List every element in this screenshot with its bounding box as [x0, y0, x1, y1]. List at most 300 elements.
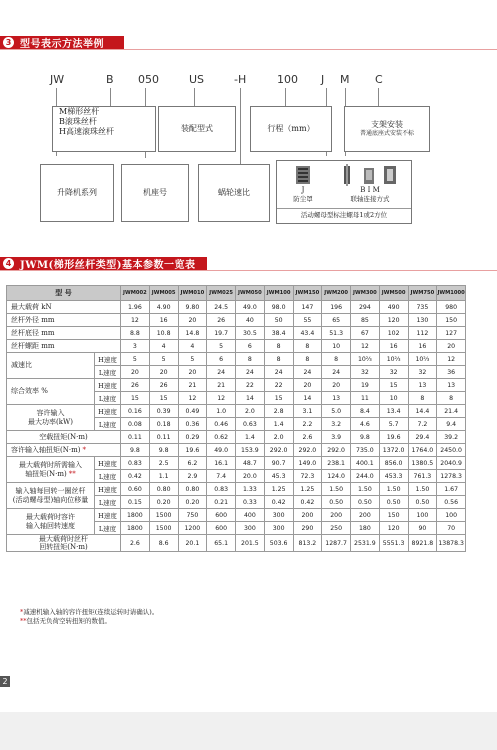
table-cell: 2450.0 — [437, 444, 466, 457]
model-column-header: JWM300 — [351, 286, 380, 301]
speed-h-label: H速度 — [95, 483, 121, 496]
table-cell: 20 — [322, 379, 351, 392]
row-label-text: 综合效率 % — [11, 387, 48, 396]
screw-type-box — [52, 106, 156, 152]
table-cell: 735 — [408, 301, 437, 314]
table-cell: 22 — [264, 379, 293, 392]
table-cell: 10⅔ — [408, 353, 437, 366]
table-cell: 20 — [121, 366, 150, 379]
table-cell: 20 — [437, 340, 466, 353]
table-cell: 0.83 — [207, 483, 236, 496]
table-cell: 70 — [437, 522, 466, 535]
table-cell: 1.4 — [264, 418, 293, 431]
table-cell: 20.1 — [178, 535, 207, 552]
table-cell: 2.0 — [264, 431, 293, 444]
row-label — [7, 379, 95, 405]
support-note: 普通底座式安装不标 — [359, 130, 414, 138]
table-cell: 503.6 — [264, 535, 293, 552]
table-cell: 2.6 — [293, 431, 322, 444]
mount-type-box — [158, 106, 236, 152]
row-label-line: 回转扭矩(N·m) — [39, 543, 88, 552]
table-cell: 1287.7 — [322, 535, 351, 552]
table-cell: 490 — [379, 301, 408, 314]
table-cell: 300 — [236, 522, 265, 535]
table-cell: 32 — [351, 366, 380, 379]
table-cell: 0.42 — [264, 496, 293, 509]
table-cell: 6.2 — [178, 457, 207, 470]
table-row — [7, 444, 466, 457]
table-cell: 10.8 — [149, 327, 178, 340]
table-cell: 6 — [236, 340, 265, 353]
table-cell: 12 — [437, 353, 466, 366]
table-cell: 0.20 — [178, 496, 207, 509]
table-cell: 14 — [236, 392, 265, 405]
table-cell: 13 — [408, 379, 437, 392]
speed-h-label: H速度 — [95, 405, 121, 418]
table-cell: 19 — [351, 379, 380, 392]
footnote-star: * — [20, 608, 24, 616]
ratio-box — [198, 164, 270, 222]
table-cell: 1.0 — [207, 405, 236, 418]
page-number: 2 — [0, 676, 10, 687]
table-cell: 20 — [149, 366, 178, 379]
speed-l-label: L速度 — [95, 496, 121, 509]
footnote-2 — [20, 617, 158, 626]
table-cell: 8921.8 — [408, 535, 437, 552]
footnote-star: ** — [20, 617, 27, 625]
table-cell: 8 — [437, 392, 466, 405]
footnote-1 — [20, 608, 158, 617]
table-cell: 14.4 — [408, 405, 437, 418]
table-cell: 4.6 — [351, 418, 380, 431]
frame-label: 机座号 — [143, 188, 167, 197]
table-cell: 292.0 — [264, 444, 293, 457]
model-column-header: JWM200 — [322, 286, 351, 301]
table-cell: 5 — [207, 340, 236, 353]
table-cell: 65.1 — [207, 535, 236, 552]
table-row — [7, 509, 466, 522]
table-cell: 2040.9 — [437, 457, 466, 470]
table-cell: 1.67 — [437, 483, 466, 496]
table-cell: 1372.0 — [379, 444, 408, 457]
model-column-header: JWM150 — [293, 286, 322, 301]
table-row — [7, 379, 466, 392]
table-cell: 45.3 — [264, 470, 293, 483]
section-title: JWM(梯形丝杆类型)基本参数一览表 — [20, 260, 196, 271]
table-header-row — [7, 286, 466, 301]
table-cell: 294 — [351, 301, 380, 314]
support-box — [344, 106, 430, 152]
footnote-text: 减速机输入轴的容许扭矩(连续运转时请确认)。 — [23, 608, 159, 616]
table-cell: 55 — [293, 314, 322, 327]
row-label-line: 容许输入 — [36, 409, 65, 418]
table-cell: 1200 — [178, 522, 207, 535]
stroke-box — [250, 106, 332, 152]
table-cell: 244.0 — [351, 470, 380, 483]
dust-cover-icon — [294, 164, 312, 186]
table-cell: 147 — [293, 301, 322, 314]
table-cell: 20 — [178, 366, 207, 379]
table-cell: 8 — [322, 353, 351, 366]
table-cell: 0.39 — [149, 405, 178, 418]
table-cell: 51.3 — [322, 327, 351, 340]
table-cell: 15 — [121, 392, 150, 405]
table-cell: 250 — [322, 522, 351, 535]
table-cell: 400 — [236, 509, 265, 522]
table-cell: 980 — [437, 301, 466, 314]
table-cell: 16 — [408, 340, 437, 353]
table-cell: 16.1 — [207, 457, 236, 470]
table-cell: 0.56 — [437, 496, 466, 509]
table-cell: 0.83 — [121, 457, 150, 470]
code-050: 050 — [138, 73, 159, 86]
table-cell: 7.2 — [408, 418, 437, 431]
table-cell: 24 — [264, 366, 293, 379]
row-label — [7, 353, 95, 379]
table-cell: 0.46 — [207, 418, 236, 431]
row-label: 丝杆外径 mm — [7, 314, 121, 327]
table-row — [7, 431, 466, 444]
table-cell: 13 — [437, 379, 466, 392]
table-cell: 1800 — [121, 509, 150, 522]
table-cell: 10 — [379, 392, 408, 405]
series-box — [40, 164, 114, 222]
table-cell: 3.2 — [322, 418, 351, 431]
table-cell: 150 — [437, 314, 466, 327]
table-cell: 1.1 — [149, 470, 178, 483]
screw-type-ball: B滚珠丝杆 — [59, 117, 97, 126]
coupling-label: 联轴连接方式 — [350, 194, 390, 203]
table-cell: 14 — [293, 392, 322, 405]
table-cell: 49.0 — [236, 301, 265, 314]
table-cell: 1.25 — [264, 483, 293, 496]
table-cell: 9.8 — [149, 444, 178, 457]
screw-type-highspeed: H高速滚珠丝杆 — [59, 127, 114, 136]
row-label: 丝杆底径 mm — [7, 327, 121, 340]
section-number: 3 — [3, 37, 14, 48]
speed-l-label: L速度 — [95, 366, 121, 379]
table-cell: 85 — [351, 314, 380, 327]
row-label-line: 最大载荷时所需输入 — [19, 461, 82, 470]
footnote-marker: * — [82, 445, 86, 454]
table-cell: 761.3 — [408, 470, 437, 483]
row-label-line: 最大载荷时丝杆 — [39, 535, 88, 543]
table-cell: 292.0 — [293, 444, 322, 457]
table-cell: 4.90 — [149, 301, 178, 314]
model-column-header: JWM002 — [121, 286, 150, 301]
table-row — [7, 301, 466, 314]
table-cell: 43.4 — [293, 327, 322, 340]
support-mount-label: 支架安装 — [371, 120, 403, 130]
code-jw: JW — [50, 73, 65, 86]
table-cell: 1380.5 — [408, 457, 437, 470]
table-cell: 5 — [178, 353, 207, 366]
table-cell: 0.80 — [149, 483, 178, 496]
table-row — [7, 457, 466, 470]
table-cell: 0.15 — [121, 496, 150, 509]
row-label-line: (活动螺母型)轴向位移量 — [12, 495, 89, 504]
table-cell: 0.20 — [149, 496, 178, 509]
table-cell: 29.4 — [408, 431, 437, 444]
table-cell: 1800 — [121, 522, 150, 535]
table-cell: 21 — [178, 379, 207, 392]
table-row — [7, 535, 466, 552]
row-label — [7, 405, 95, 431]
table-cell: 1764.0 — [408, 444, 437, 457]
table-cell: 600 — [207, 509, 236, 522]
table-cell: 400.1 — [351, 457, 380, 470]
mount-type-label: 装配型式 — [181, 124, 213, 133]
table-cell: 12 — [178, 392, 207, 405]
table-cell: 12 — [121, 314, 150, 327]
code-b: B — [106, 73, 114, 86]
table-cell: 180 — [351, 522, 380, 535]
table-cell: 5551.3 — [379, 535, 408, 552]
table-cell: 11 — [351, 392, 380, 405]
model-column-header: JWM005 — [149, 286, 178, 301]
table-cell: 196 — [322, 301, 351, 314]
table-cell: 67 — [351, 327, 380, 340]
table-cell: 750 — [178, 509, 207, 522]
footnote-text: 包括无负荷空转扭矩的数值。 — [26, 617, 111, 625]
table-cell: 1.50 — [379, 483, 408, 496]
table-cell: 26 — [149, 379, 178, 392]
table-cell: 0.08 — [121, 418, 150, 431]
table-cell: 120 — [379, 522, 408, 535]
table-cell: 65 — [322, 314, 351, 327]
speed-l-label: L速度 — [95, 470, 121, 483]
table-cell: 127 — [437, 327, 466, 340]
table-cell: 0.36 — [178, 418, 207, 431]
table-cell: 0.21 — [207, 496, 236, 509]
table-cell: 14.8 — [178, 327, 207, 340]
table-cell: 0.50 — [322, 496, 351, 509]
table-cell: 2531.9 — [351, 535, 380, 552]
table-cell: 39.2 — [437, 431, 466, 444]
table-cell: 15 — [264, 392, 293, 405]
table-cell: 19.7 — [207, 327, 236, 340]
table-cell: 453.3 — [379, 470, 408, 483]
table-cell: 50 — [264, 314, 293, 327]
table-cell: 9.8 — [121, 444, 150, 457]
table-cell: 20 — [293, 379, 322, 392]
table-cell: 19.6 — [178, 444, 207, 457]
table-cell: 3 — [121, 340, 150, 353]
table-cell: 1.50 — [322, 483, 351, 496]
table-cell: 90.7 — [264, 457, 293, 470]
table-cell: 12 — [207, 392, 236, 405]
footnote-marker: ** — [68, 469, 76, 478]
table-cell: 16 — [149, 314, 178, 327]
row-label — [7, 483, 95, 509]
row-label: 空载扭矩(N·m) — [7, 431, 121, 444]
table-cell: 856.0 — [379, 457, 408, 470]
table-cell: 21.4 — [437, 405, 466, 418]
model-header: 型 号 — [7, 286, 121, 301]
table-cell: 24 — [293, 366, 322, 379]
table-cell: 15 — [149, 392, 178, 405]
table-cell: 130 — [408, 314, 437, 327]
table-cell: 49.0 — [207, 444, 236, 457]
table-cell: 735.0 — [351, 444, 380, 457]
table-cell: 0.50 — [408, 496, 437, 509]
ratio-label: 蜗轮速比 — [218, 188, 250, 197]
row-label: 丝杆螺距 mm — [7, 340, 121, 353]
code-100: 100 — [277, 73, 298, 86]
table-cell: 0.80 — [178, 483, 207, 496]
table-cell: 102 — [379, 327, 408, 340]
table-cell: 2.9 — [178, 470, 207, 483]
row-label-line: 输入轴回转速度 — [26, 521, 75, 530]
table-cell: 2.2 — [293, 418, 322, 431]
table-cell: 1.4 — [236, 431, 265, 444]
table-cell: 19.6 — [379, 431, 408, 444]
table-cell: 1278.3 — [437, 470, 466, 483]
table-cell: 10⅔ — [379, 353, 408, 366]
nut-position-note: 活动螺母型标注螺母1或2方位 — [300, 211, 388, 219]
speed-l-label: L速度 — [95, 418, 121, 431]
row-label-text: 容许输入轴扭矩(N·m) — [11, 445, 81, 454]
table-cell: 26 — [207, 314, 236, 327]
table-cell: 48.7 — [236, 457, 265, 470]
table-cell: 8 — [264, 340, 293, 353]
table-cell: 0.16 — [121, 405, 150, 418]
row-label-text: 减速比 — [11, 361, 32, 370]
row-label-line: 最大功率(kW) — [28, 417, 73, 426]
row-label-line: 轴扭矩(N·m) — [25, 469, 67, 478]
table-cell: 8 — [408, 392, 437, 405]
table-row — [7, 340, 466, 353]
table-cell: 36 — [437, 366, 466, 379]
page-footer — [0, 712, 497, 750]
table-cell: 150 — [379, 509, 408, 522]
table-row — [7, 483, 466, 496]
series-label: 升降机系列 — [57, 188, 97, 197]
table-cell: 3.9 — [322, 431, 351, 444]
table-row — [7, 353, 466, 366]
table-cell: 24 — [207, 366, 236, 379]
table-cell: 8 — [293, 340, 322, 353]
table-cell: 40 — [236, 314, 265, 327]
row-label: 最大载荷 kN — [7, 301, 121, 314]
table-cell: 149.0 — [293, 457, 322, 470]
table-cell: 0.42 — [293, 496, 322, 509]
table-cell: 5 — [149, 353, 178, 366]
model-column-header: JWM100 — [264, 286, 293, 301]
code-h: -H — [234, 73, 247, 86]
table-cell: 8.8 — [121, 327, 150, 340]
table-cell: 8.6 — [149, 535, 178, 552]
table-cell: 20 — [178, 314, 207, 327]
table-cell: 200 — [351, 509, 380, 522]
footnotes — [20, 608, 158, 626]
table-cell: 200 — [322, 509, 351, 522]
table-cell: 0.50 — [379, 496, 408, 509]
table-cell: 1500 — [149, 509, 178, 522]
table-cell: 2.0 — [236, 405, 265, 418]
table-cell: 6 — [207, 353, 236, 366]
table-cell: 1500 — [149, 522, 178, 535]
row-label-line: 最大载荷时容许 — [26, 513, 75, 522]
table-cell: 10⅔ — [351, 353, 380, 366]
section-title: 型号表示方法举例 — [20, 39, 104, 50]
table-cell: 238.1 — [322, 457, 351, 470]
table-cell: 15 — [379, 379, 408, 392]
table-cell: 10 — [322, 340, 351, 353]
table-cell: 24 — [322, 366, 351, 379]
row-label-line: 输入轴每回转一圈丝杆 — [15, 487, 86, 496]
table-cell: 0.49 — [178, 405, 207, 418]
dust-cover-label: 防尘罩 — [293, 194, 313, 203]
table-cell: 0.60 — [121, 483, 150, 496]
section-header-3 — [0, 36, 104, 49]
row-label — [7, 444, 121, 457]
table-cell: 0.50 — [351, 496, 380, 509]
table-cell: 16 — [379, 340, 408, 353]
table-cell: 38.4 — [264, 327, 293, 340]
table-cell: 124.0 — [322, 470, 351, 483]
table-cell: 1.33 — [236, 483, 265, 496]
dust-cover-code: J — [301, 186, 305, 194]
speed-h-label: H速度 — [95, 457, 121, 470]
table-cell: 4 — [149, 340, 178, 353]
table-row — [7, 314, 466, 327]
model-column-header: JWM025 — [207, 286, 236, 301]
model-column-header: JWM050 — [236, 286, 265, 301]
table-cell: 0.18 — [149, 418, 178, 431]
table-cell: 5 — [121, 353, 150, 366]
table-cell: 72.3 — [293, 470, 322, 483]
speed-l-label: L速度 — [95, 392, 121, 405]
table-row — [7, 327, 466, 340]
speed-l-label: L速度 — [95, 522, 121, 535]
table-cell: 2.5 — [149, 457, 178, 470]
table-cell: 12 — [351, 340, 380, 353]
table-cell: 24.5 — [207, 301, 236, 314]
model-column-header: JWM010 — [178, 286, 207, 301]
table-cell: 100 — [408, 509, 437, 522]
table-cell: 32 — [379, 366, 408, 379]
row-label — [7, 535, 121, 552]
table-cell: 21 — [207, 379, 236, 392]
table-cell: 9.4 — [437, 418, 466, 431]
table-cell: 13 — [322, 392, 351, 405]
coupling-types-icon — [340, 164, 400, 186]
speed-h-label: H速度 — [95, 379, 121, 392]
table-cell: 292.0 — [322, 444, 351, 457]
speed-h-label: H速度 — [95, 509, 121, 522]
table-cell: 813.2 — [293, 535, 322, 552]
code-us: US — [189, 73, 205, 86]
table-cell: 98.0 — [264, 301, 293, 314]
table-cell: 4 — [178, 340, 207, 353]
table-cell: 1.96 — [121, 301, 150, 314]
table-cell: 112 — [408, 327, 437, 340]
table-cell: 8 — [236, 353, 265, 366]
table-cell: 300 — [264, 522, 293, 535]
table-cell: 3.1 — [293, 405, 322, 418]
table-cell: 0.29 — [178, 431, 207, 444]
model-column-header: JWM750 — [408, 286, 437, 301]
row-label — [7, 457, 95, 483]
section-number: 4 — [3, 258, 14, 269]
frame-box — [121, 164, 189, 222]
table-cell: 22 — [236, 379, 265, 392]
code-j: J — [321, 73, 325, 86]
code-m: M — [340, 73, 350, 86]
table-cell: 13878.3 — [437, 535, 466, 552]
model-column-header: JWM1000 — [437, 286, 466, 301]
